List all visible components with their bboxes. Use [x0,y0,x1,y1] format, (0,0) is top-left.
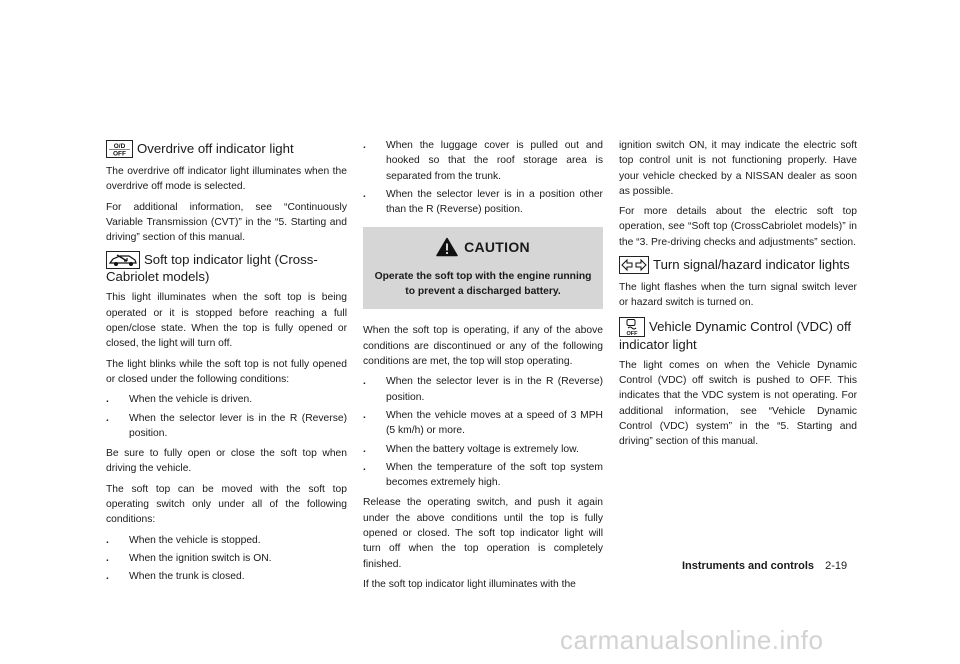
list-item: . When the vehicle is stopped. [106,534,261,546]
caution-box [363,227,603,309]
heading-turn-signal-text: Turn signal/hazard indicator lights [653,257,850,273]
list-item: . When the selector lever is in the R (Reverse) position. [363,376,603,403]
paragraph: This light illuminates when the soft top is being operated or it is stopped before reaching a full open/close state. When the top is fully opened or closed, the light will turn off. [106,292,347,350]
paragraph: If the soft top indicator light illuminates with the [363,578,576,590]
paragraph: ignition switch ON, it may indicate the electric soft top control unit is not functioning properly. Have your vehicle checked by a NISSAN dealer as soon as possible. [619,140,857,197]
paragraph: The light comes on when the Vehicle Dynamic Control (VDC) off switch is pushed to OFF. This indicates that the VDC system is not operating. For additional information, see “Vehicle Dynamic Control (VDC) system” in the “5. Starting and driving” section of this manual. [619,359,857,448]
list-item: . When the vehicle moves at a speed of 3 MPH (5 km/h) or more. [363,409,603,437]
heading-overdrive-off [106,140,347,158]
list-item: . When the vehicle is driven. [106,394,253,406]
overdrive-icon-bottom-text: OFF [113,150,126,157]
paragraph: For additional information, see “Continuously Variable Transmission (CVT)” in the “5. Starting and driving” section of this manual. [106,201,347,244]
paragraph: For more details about the electric soft top operation, see “Soft top (CrossCabriolet models)” in the “3. Pre-driving checks and adjustments” section. [619,206,857,248]
list-item: . When the trunk is closed. [106,571,245,583]
list-item: . When the battery voltage is extremely low. [363,443,579,455]
heading-soft-top [106,251,347,284]
overdrive-icon-top-text: O/D [113,143,126,150]
section-name: Instruments and controls [682,560,815,572]
heading-overdrive-text: Overdrive off indicator light [137,141,294,156]
paragraph: The light blinks while the soft top is not fully opened or closed under the following conditions: [106,358,347,385]
turn-signal-arrows-icon [619,256,649,274]
paragraph: Release the operating switch, and push it again under the above conditions until the top is fully opened or closed. The soft top indicator light will turn off when the top operation is completely finished. [363,497,603,570]
list-item: . When the ignition switch is ON. [106,552,272,564]
overdrive-off-icon [106,140,133,158]
column-2 [363,138,603,597]
paragraph: The overdrive off indicator light illuminates when the overdrive off mode is selected. [106,166,347,193]
list-item: . When the luggage cover is pulled out and hooked so that the roof storage area is separated from the trunk. [363,140,603,182]
caution-title: CAUTION [464,238,530,255]
list-item: . When the selector lever is in the R (Reverse) position. [106,412,347,439]
bullet-list [106,533,347,585]
heading-turn-signal [619,256,857,274]
page-number: 2-19 [825,560,848,572]
vdc-off-icon [619,317,645,337]
heading-vdc-text: Vehicle Dynamic Control (VDC) off indicator light [619,318,852,352]
list-item: . When the selector lever is in a position other than the R (Reverse) position. [363,188,603,216]
heading-vdc-off [619,317,857,352]
bullet-list [106,392,347,441]
watermark: carmanualsonline.info [560,625,824,655]
warning-triangle-icon [436,237,458,257]
paragraph: Be sure to fully open or close the soft top when driving the vehicle. [106,448,347,475]
list-item: . When the temperature of the soft top system becomes extremely high. [363,461,603,489]
page-footer [682,560,847,572]
vdc-icon-off-text: OFF [626,330,638,336]
heading-soft-top-text: Soft top indicator light (Cross-Cabriolet models) [106,252,318,285]
bullet-list [363,138,603,217]
soft-top-car-icon [106,251,140,269]
column-3 [619,138,857,454]
column-1 [106,138,347,590]
bullet-list [363,374,603,490]
paragraph: The light flashes when the turn signal switch lever or hazard switch is turned on. [619,282,857,309]
paragraph: When the soft top is operating, if any of the above conditions are discontinued or any of the following conditions are met, the top will stop operating. [363,325,603,368]
paragraph: The soft top can be moved with the soft top operating switch only under all of the following conditions: [106,483,347,526]
caution-text: Operate the soft top with the engine running to prevent a discharged battery. [374,271,592,298]
